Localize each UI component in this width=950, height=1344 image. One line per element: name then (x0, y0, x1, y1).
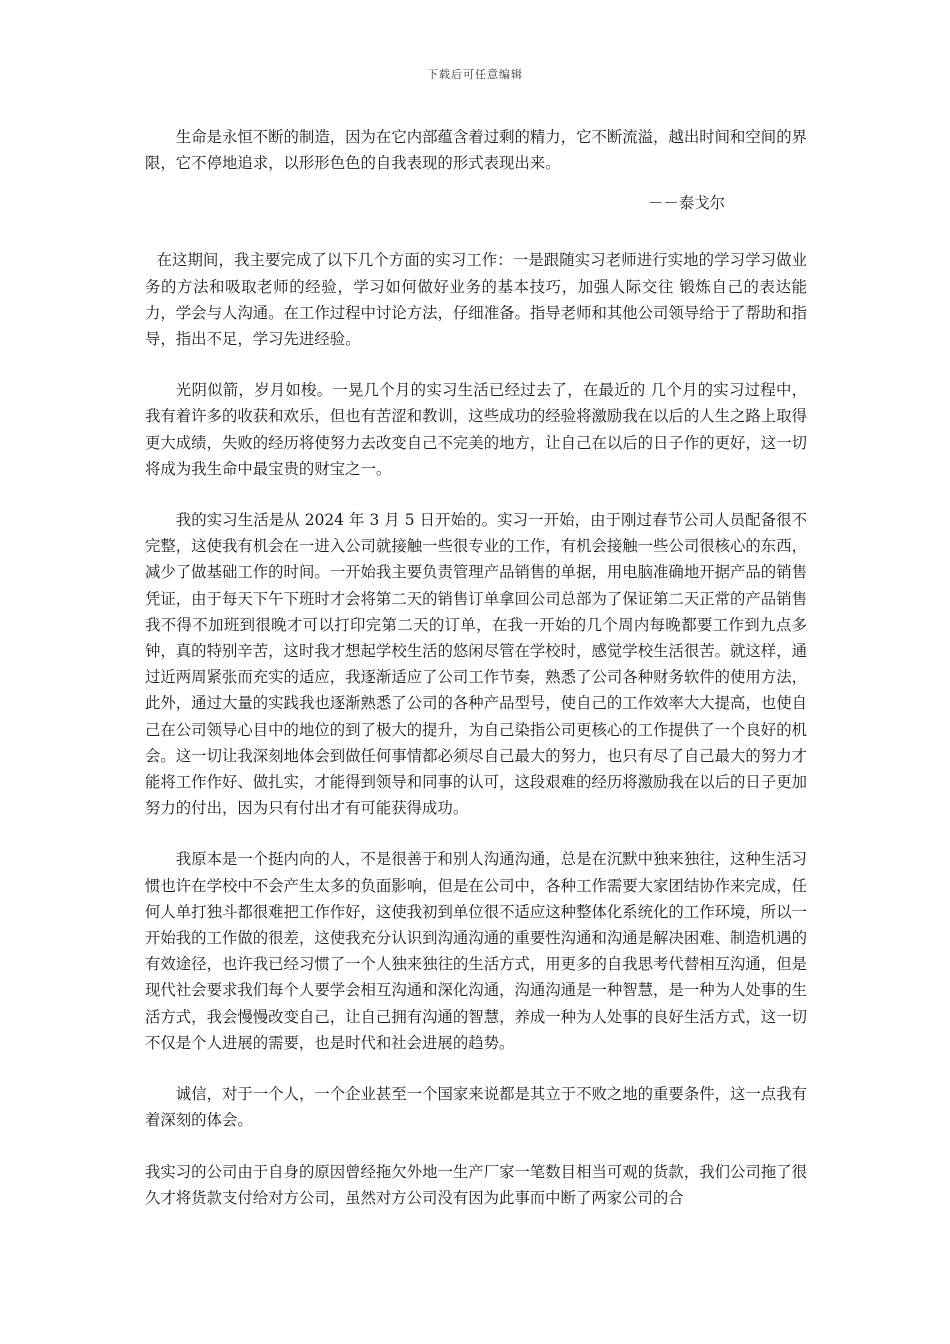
paragraph-time-reflection: 光阴似箭，岁月如梭。一晃几个月的实习生活已经过去了，在最近的 几个月的实习过程中，我有着许多的收获和欢乐，但也有苦涩和教训，这些成功的经验将激励我在以后的人生之路上取得更大成绩，失败的经历将使努力去改变自己不完美的地方，让自己在以后的日子作的更好，这一切将成为我生命中最宝贵的财宝之一。 (145, 381, 807, 478)
opening-quote: 生命是永恒不断的制造，因为在它内部蕴含着过剩的精力，它不断流溢，越出时间和空间的界限，它不停地追求，以形形色色的自我表现的形式表现出来。 (145, 128, 807, 173)
paragraph-internship-tasks: 在这期间，我主要完成了以下几个方面的实习工作：一是跟随实习老师进行实地的学习学习做业务的方法和吸取老师的经验，学习如何做好业务的基本技巧，加强人际交往 锻炼自己的表达能力，学会与人沟通。在工作过程中讨论方法，仔细准备。指导老师和其他公司领导给于了帮助和指导，指出不足，学习先进经验。 (145, 251, 807, 349)
paragraph-communication: 我原本是一个挺内向的人，不是很善于和别人沟通沟通，总是在沉默中独来独往，这种生活习惯也许在学校中不会产生太多的负面影响，但是在公司中，各种工作需要大家团结协作来完成，任何人单打独斗都很难把工作作好，这使我初到单位很不适应这种整体化系统化的工作环境，所以一开始我的工作做的很差，这使我充分认识到沟通沟通的重要性沟通和沟通是解决困难、制造机遇的有效途径，也许我已经习惯了一个人独来独往的生活方式，用更多的自我思考代替相互沟通，但是现代社会要求我们每个人要学会相互沟通和深化沟通，沟通沟通是一种智慧，是一种为人处事的生活方式，我会慢慢改变自己，让自己拥有沟通的智慧，养成一种为人处事的良好生活方式，这一切不仅是个人进展的需要，也是时代和社会进展的趋势。 (145, 850, 807, 1052)
quote-attribution: －－泰戈尔 (648, 194, 725, 213)
paragraph-company-payment: 我实习的公司由于自身的原因曾经拖欠外地一生产厂家一笔数目相当可观的货款，我们公司拖了很久才将货款支付给对方公司，虽然对方公司没有因为此事而中断了两家公司的合 (145, 1162, 807, 1207)
page-header-note: 下载后可任意编辑 (427, 68, 523, 81)
paragraph-internship-start: 我的实习生活是从 2024 年 3 月 5 日开始的。实习一开始，由于刚过春节公司人员配备很不完整，这使我有机会在一进入公司就接触一些很专业的工作，有机会接触一些公司很核心的东西，减少了做基础工作的时间。一开始我主要负责管理产品销售的单据，用电脑准确地开据产品的销售凭证，由于每天下午下班时才会将第二天的销售订单拿回公司总部为了保证第二天正常的产品销售我不得不加班到很晚才可以打印完第二天的订单，在我一开始的几个周内每晚都要工作到九点多钟，真的特别辛苦，这时我才想起学校生活的悠闲尽管在学校时，感觉学校生活很苦。就这样，通过近两周紧张而充实的适应，我逐渐适应了公司工作节奏，熟悉了公司各种财务软件的使用方法，此外，通过大量的实践我也逐渐熟悉了公司的各种产品型号，使自己的工作效率大大提高，也使自己在公司领导心目中的地位的到了极大的提升，为自己染指公司更核心的工作提供了一个良好的机会。这一切让我深刻地体会到做任何事情都必须尽自己最大的努力，也只有尽了自己最大的努力才能将工作作好、做扎实，才能得到领导和同事的认可，这段艰难的经历将激励我在以后的日子更加努力的付出，因为只有付出才有可能获得成功。 (145, 511, 807, 818)
document-body (145, 124, 807, 1211)
paragraph-integrity: 诚信，对于一个人，一个企业甚至一个国家来说都是其立于不败之地的重要条件，这一点我有着深刻的体会。 (145, 1085, 807, 1130)
